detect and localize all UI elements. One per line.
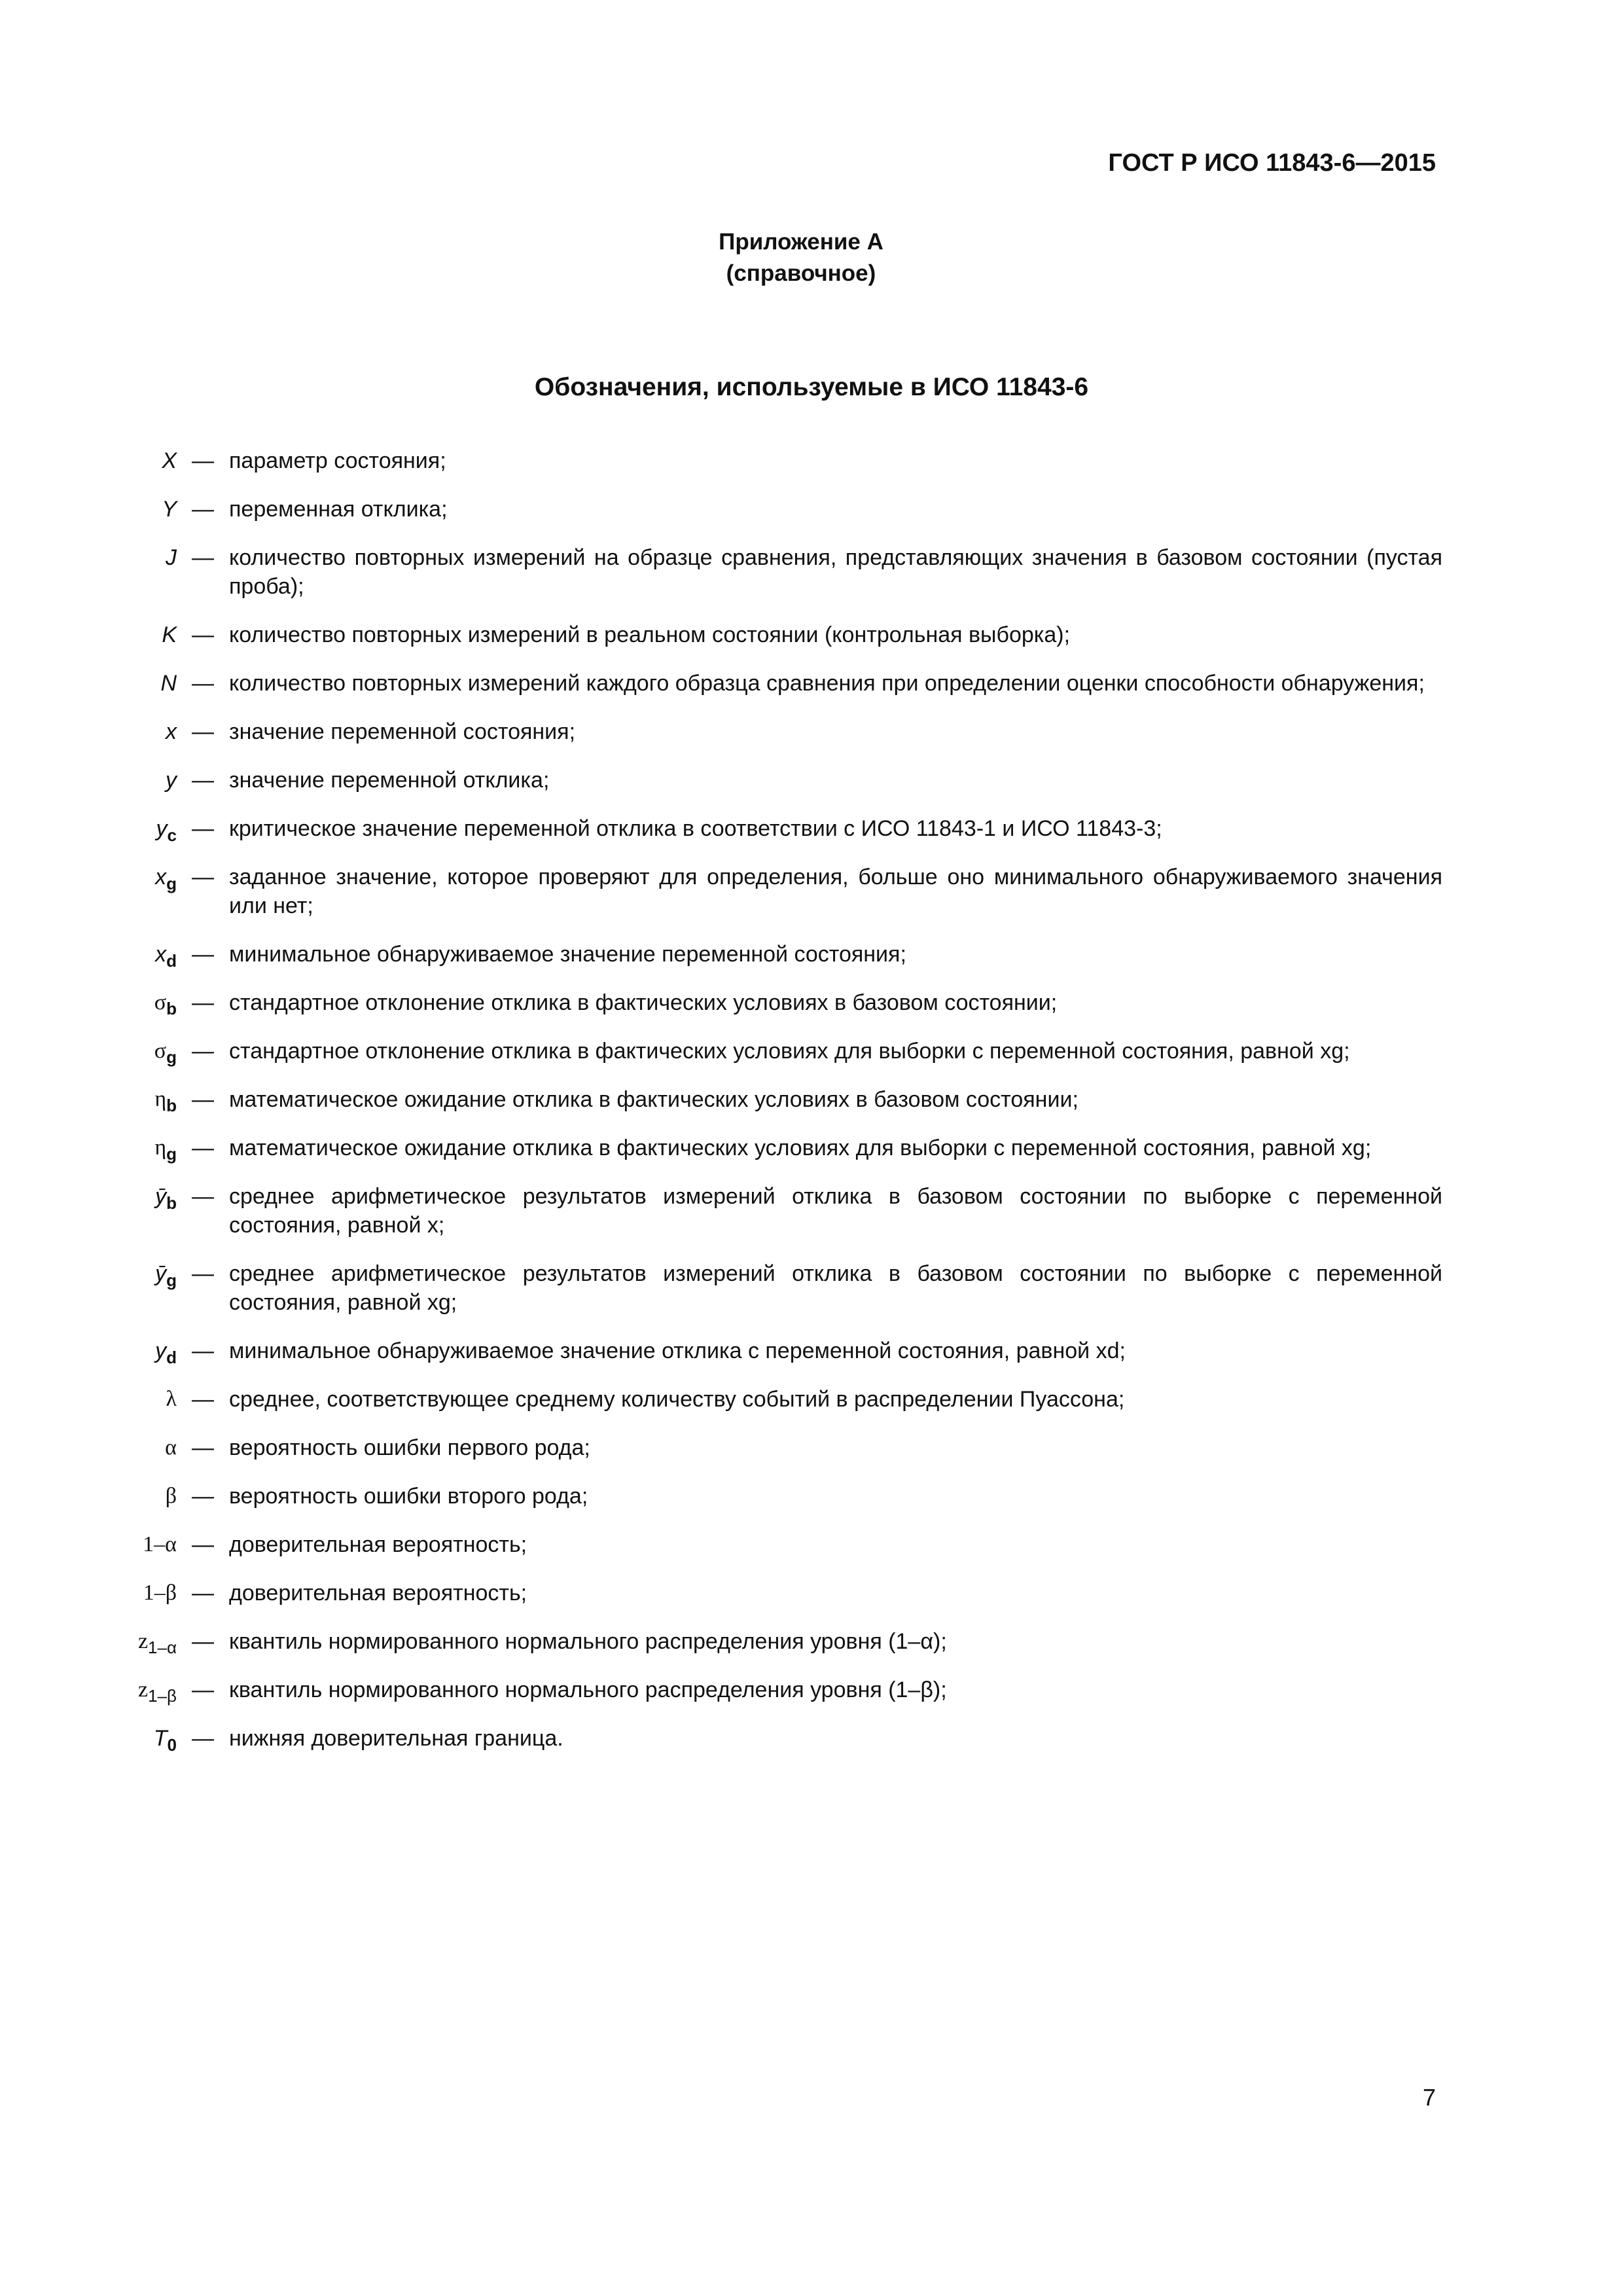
symbol: α <box>165 1435 177 1460</box>
symbol-entry <box>118 543 1442 601</box>
symbol-entry <box>118 1530 1442 1559</box>
symbol-description: среднее, соответствующее среднему количеству событий в распределении Пуассона; <box>229 1387 1125 1412</box>
symbol-description: квантиль нормированного нормального распределения уровня (1–β); <box>229 1677 947 1702</box>
symbol-entry <box>118 766 1442 795</box>
symbol-entry <box>118 1037 1442 1066</box>
symbol-description: минимальное обнаруживаемое значение отклика с переменной состояния, равной xd; <box>229 1338 1126 1363</box>
page-number: 7 <box>1422 2084 1436 2111</box>
dash: — <box>192 1726 214 1751</box>
symbol-entry <box>118 1579 1442 1607</box>
dash: — <box>192 1435 214 1460</box>
symbol: $y_d$ <box>155 1338 177 1367</box>
symbol-description: переменная отклика; <box>229 497 448 522</box>
dash: — <box>192 865 214 889</box>
symbol-description: вероятность ошибки второго рода; <box>229 1484 588 1509</box>
symbol-entry <box>118 1482 1442 1511</box>
symbol: $ȳ_b$ <box>155 1184 177 1213</box>
symbol: $\eta_g$ <box>154 1136 177 1164</box>
symbol-entry <box>118 863 1442 920</box>
symbol: 1–α <box>143 1532 177 1556</box>
symbol-description: количество повторных измерений в реальном состоянии (контрольная выборка); <box>229 622 1071 647</box>
dash: — <box>192 1184 214 1209</box>
symbol: $\eta_b$ <box>154 1087 177 1115</box>
dash: — <box>192 622 214 647</box>
symbol: $z_{1-\beta}$ <box>138 1677 177 1706</box>
symbol-entry <box>118 1385 1442 1414</box>
dash: — <box>192 719 214 744</box>
dash: — <box>192 448 214 473</box>
symbol-description: среднее арифметическое результатов измерений отклика в базовом состоянии по выборке с переменной состояния, равной x; <box>229 1184 1442 1238</box>
symbol-entry <box>118 446 1442 475</box>
symbol-entry <box>118 1676 1442 1704</box>
symbol-entry <box>118 988 1442 1017</box>
symbol-description: критическое значение переменной отклика в соответствии с ИСО 11843-1 и ИСО 11843-3; <box>229 816 1162 841</box>
symbol-description: количество повторных измерений на образце сравнения, представляющих значения в базовом состоянии (пустая проба); <box>229 545 1442 599</box>
symbol-entry <box>118 1433 1442 1462</box>
symbol: J <box>166 545 177 570</box>
symbol: $ȳ_g$ <box>155 1261 177 1290</box>
symbol-description: вероятность ошибки первого рода; <box>229 1435 590 1460</box>
symbol: β <box>165 1484 177 1508</box>
appendix-title: Приложение А <box>719 229 883 255</box>
dash: — <box>192 497 214 522</box>
symbol-entry <box>118 1134 1442 1162</box>
symbol: X <box>162 448 177 473</box>
symbol-description: доверительная вероятность; <box>229 1532 527 1557</box>
dash: — <box>192 1677 214 1702</box>
symbol-description: заданное значение, которое проверяют для определения, больше оно минимального обнаруживаемого значения или нет; <box>229 865 1442 918</box>
symbol-entry <box>118 620 1442 649</box>
symbol-description: доверительная вероятность; <box>229 1581 527 1605</box>
symbol: $T_0$ <box>153 1726 177 1755</box>
symbol: $\sigma_g$ <box>154 1039 177 1067</box>
symbol-description: значение переменной отклика; <box>229 768 550 793</box>
document-header: ГОСТ Р ИСО 11843-6—2015 <box>1108 149 1436 177</box>
dash: — <box>192 768 214 793</box>
symbol-entry <box>118 1085 1442 1114</box>
symbol-description: среднее арифметическое результатов измерений отклика в базовом состоянии по выборке с переменной состояния, равной xg; <box>229 1261 1442 1315</box>
symbol: x <box>166 719 177 744</box>
symbol-description: квантиль нормированного нормального распределения уровня (1–α); <box>229 1629 947 1654</box>
section-title: Обозначения, используемые в ИСО 11843-6 <box>534 373 1089 401</box>
symbol: $x_d$ <box>155 942 177 971</box>
symbol: 1–β <box>143 1581 177 1605</box>
dash: — <box>192 1629 214 1654</box>
symbol-description: параметр состояния; <box>229 448 446 473</box>
symbol: $z_{1-\alpha}$ <box>137 1629 177 1657</box>
appendix-subtitle: (справочное) <box>726 260 876 286</box>
symbol: λ <box>166 1387 177 1411</box>
symbol-entry <box>118 940 1442 969</box>
dash: — <box>192 1087 214 1112</box>
symbol-entry <box>118 1259 1442 1317</box>
symbol: $\sigma_b$ <box>154 990 177 1018</box>
dash: — <box>192 1338 214 1363</box>
dash: — <box>192 1387 214 1412</box>
symbol-entry <box>118 1182 1442 1240</box>
symbol-description: стандартное отклонение отклика в фактических условиях для выборки с переменной состояния, равной xg; <box>229 1039 1350 1064</box>
symbol-description: стандартное отклонение отклика в фактических условиях в базовом состоянии; <box>229 990 1058 1015</box>
symbol-entry <box>118 717 1442 746</box>
dash: — <box>192 545 214 570</box>
symbol: Y <box>162 497 177 522</box>
dash: — <box>192 671 214 696</box>
dash: — <box>192 990 214 1015</box>
symbol-entry <box>118 814 1442 843</box>
symbol-entry <box>118 1627 1442 1656</box>
symbol-description: математическое ожидание отклика в фактических условиях в базовом состоянии; <box>229 1087 1079 1112</box>
dash: — <box>192 1136 214 1160</box>
symbol-entry <box>118 1724 1442 1753</box>
symbol: N <box>160 671 177 696</box>
dash: — <box>192 1484 214 1509</box>
dash: — <box>192 942 214 967</box>
symbol-description: количество повторных измерений каждого образца сравнения при определении оценки способности обнаружения; <box>229 671 1425 696</box>
symbol-description: значение переменной состояния; <box>229 719 576 744</box>
dash: — <box>192 1039 214 1064</box>
symbols-list <box>118 446 1442 1772</box>
symbol-entry <box>118 495 1442 524</box>
dash: — <box>192 1581 214 1605</box>
symbol: y <box>166 768 177 793</box>
symbol: $x_g$ <box>155 865 177 893</box>
symbol-description: минимальное обнаруживаемое значение переменной состояния; <box>229 942 906 967</box>
symbol-entry <box>118 1336 1442 1365</box>
symbol: K <box>162 622 177 647</box>
symbol-description: математическое ожидание отклика в фактических условиях для выборки с переменной состояния, равной xg; <box>229 1136 1372 1160</box>
symbol: $y_c$ <box>156 816 177 845</box>
dash: — <box>192 1261 214 1286</box>
dash: — <box>192 1532 214 1557</box>
appendix-heading <box>670 226 932 289</box>
dash: — <box>192 816 214 841</box>
symbol-entry <box>118 669 1442 698</box>
symbol-description: нижняя доверительная граница. <box>229 1726 563 1751</box>
